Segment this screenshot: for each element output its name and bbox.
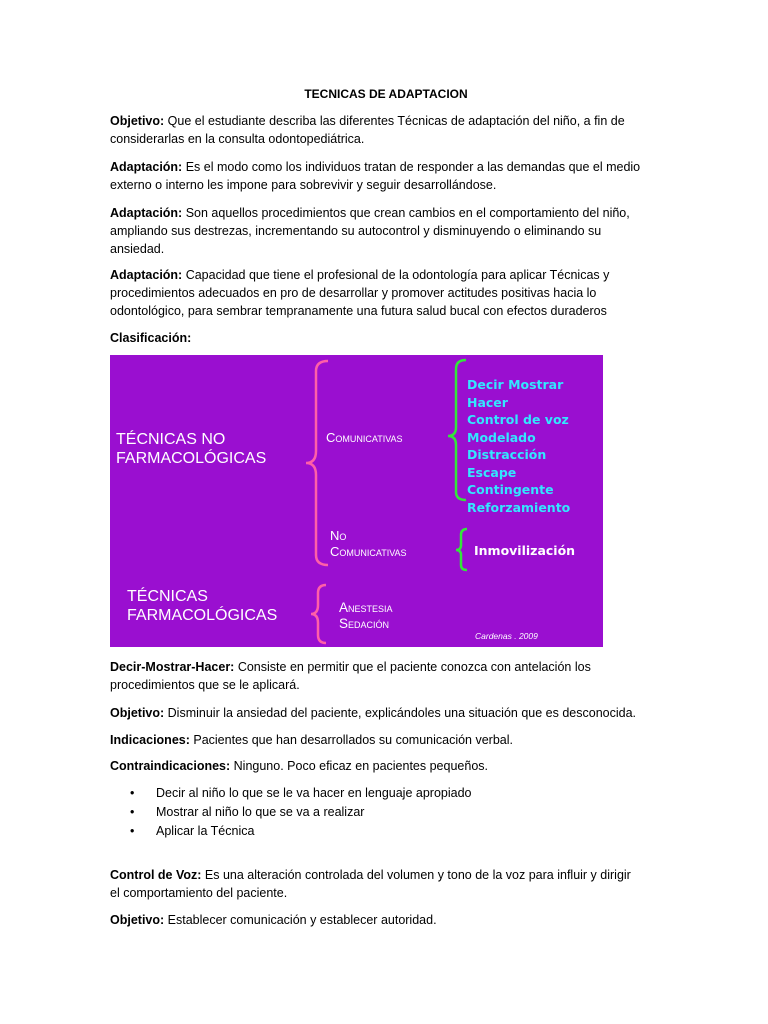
objetivo-text-2: considerarlas en la consulta odontopediátrica. (110, 132, 365, 146)
dmh-paragraph (110, 658, 662, 694)
objetivo-paragraph (110, 112, 662, 148)
bullet-icon: • (130, 824, 135, 838)
green-brace-comunicativas (448, 360, 466, 500)
adaptacion-3-text-3: odontológico, para sembrar tempranamente una futura salud bucal con efectos duraderos (110, 304, 607, 318)
farmacologicas-items (339, 600, 393, 632)
objetivo-text-1: Que el estudiante describa las diferentes Técnicas de adaptación del niño, a fin de (164, 114, 625, 128)
adaptacion-paragraph-3 (110, 266, 662, 320)
bullet-text: Mostrar al niño lo que se va a realizar (156, 805, 365, 819)
adaptacion-paragraph-2 (110, 204, 662, 258)
objetivo-label: Objetivo: (110, 114, 165, 128)
control-voz-paragraph (110, 866, 662, 902)
farm-line-2: FARMACOLÓGICAS (127, 607, 278, 624)
farm-line-1: TÉCNICAS (127, 588, 208, 605)
adaptacion-2-text-2: ampliando sus destrezas, incrementando su autocontrol y disminuyendo o eliminando su (110, 224, 602, 238)
objetivo-label-2: Objetivo: (110, 706, 165, 720)
adaptacion-1-text-1: Es el modo como los individuos tratan de responder a las demandas que el medio (182, 160, 641, 174)
bullet-icon: • (130, 786, 135, 800)
contraindicaciones-text: Ninguno. Poco eficaz en pacientes pequeños. (230, 759, 488, 773)
adaptacion-paragraph-1 (110, 158, 662, 194)
no-comunicativas-line-2: Comunicativas (330, 544, 407, 559)
dmh-text-1: Consiste en permitir que el paciente conozca con antelación los (234, 660, 591, 674)
adaptacion-1-text-2: externo o interno les impone para sobrevivir y seguir desarrollándose. (110, 178, 497, 192)
page-title: TECNICAS DE ADAPTACION (304, 87, 468, 101)
adaptacion-label-3: Adaptación: (110, 268, 183, 282)
control-voz-label: Control de Voz: (110, 868, 202, 882)
clasificacion-heading (110, 329, 662, 347)
objetivo-paragraph-3 (110, 911, 662, 929)
adaptacion-label-1: Adaptación: (110, 160, 183, 174)
comunicativas-item: Decir Mostrar Hacer (467, 377, 564, 410)
bullet-text: Decir al niño lo que se le va hacer en lenguaje apropiado (156, 786, 472, 800)
no-comunicativas-line-1: No (330, 528, 347, 543)
indicaciones-label: Indicaciones: (110, 733, 190, 747)
tecnicas-farmacologicas-label (127, 587, 277, 625)
bullet-text: Aplicar la Técnica (156, 824, 255, 838)
objetivo-2-text: Disminuir la ansiedad del paciente, explicándoles una situación que es desconocida. (164, 706, 636, 720)
sedacion-item: Sedación (339, 616, 390, 631)
contraindicaciones-paragraph (110, 757, 662, 775)
objetivo-paragraph-2 (110, 704, 662, 722)
indicaciones-paragraph (110, 731, 662, 749)
contraindicaciones-label: Contraindicaciones: (110, 759, 231, 773)
comunicativas-item: Distracción (467, 447, 547, 462)
dmh-text-2: procedimientos que se le aplicará. (110, 678, 300, 692)
tecnicas-no-farmacologicas-label (116, 430, 266, 468)
comunicativas-item: Reforzamiento (467, 499, 571, 515)
control-voz-text-1: Es una alteración controlada del volumen y tono de la voz para influir y dirigir (201, 868, 631, 882)
control-voz-text-2: el comportamiento del paciente. (110, 886, 288, 900)
objetivo-label-3: Objetivo: (110, 913, 165, 927)
indicaciones-text: Pacientes que han desarrollados su comunicación verbal. (189, 733, 513, 747)
pink-brace-farmacologicas (311, 585, 326, 643)
anestesia-item: Anestesia (339, 600, 393, 615)
adaptacion-3-text-1: Capacidad que tiene el profesional de la odontología para aplicar Técnicas y (182, 268, 610, 282)
comunicativas-label: Comunicativas (326, 430, 403, 445)
dmh-label: Decir-Mostrar-Hacer: (110, 660, 235, 674)
adaptacion-2-text-1: Son aquellos procedimientos que crean cambios en el comportamiento del niño, (182, 206, 630, 220)
adaptacion-2-text-3: ansiedad. (110, 242, 165, 256)
adaptacion-label-2: Adaptación: (110, 206, 183, 220)
no-comunicativas-label (330, 528, 407, 560)
classification-diagram (110, 355, 603, 647)
no-farm-line-1: TÉCNICAS NO (116, 431, 226, 448)
comunicativas-item: Escape Contingente (467, 464, 554, 497)
diagram-credit: Cardenas . 2009 (475, 631, 538, 641)
clasificacion-label: Clasificación: (110, 331, 192, 345)
comunicativas-items-list (467, 376, 603, 516)
comunicativas-item: Control de voz (467, 412, 569, 427)
objetivo-3-text: Establecer comunicación y establecer autoridad. (164, 913, 437, 927)
adaptacion-3-text-2: procedimientos adecuados en pro de desarrollar y promover actitudes positivas hacia lo (110, 286, 597, 300)
inmovilizacion-item: Inmovilización (474, 543, 576, 558)
comunicativas-item: Modelado (467, 429, 536, 445)
bullet-icon: • (130, 805, 135, 819)
green-brace-no-comunicativas (456, 529, 467, 570)
pink-brace-main (306, 361, 328, 565)
no-farm-line-2: FARMACOLÓGICAS (116, 450, 267, 467)
